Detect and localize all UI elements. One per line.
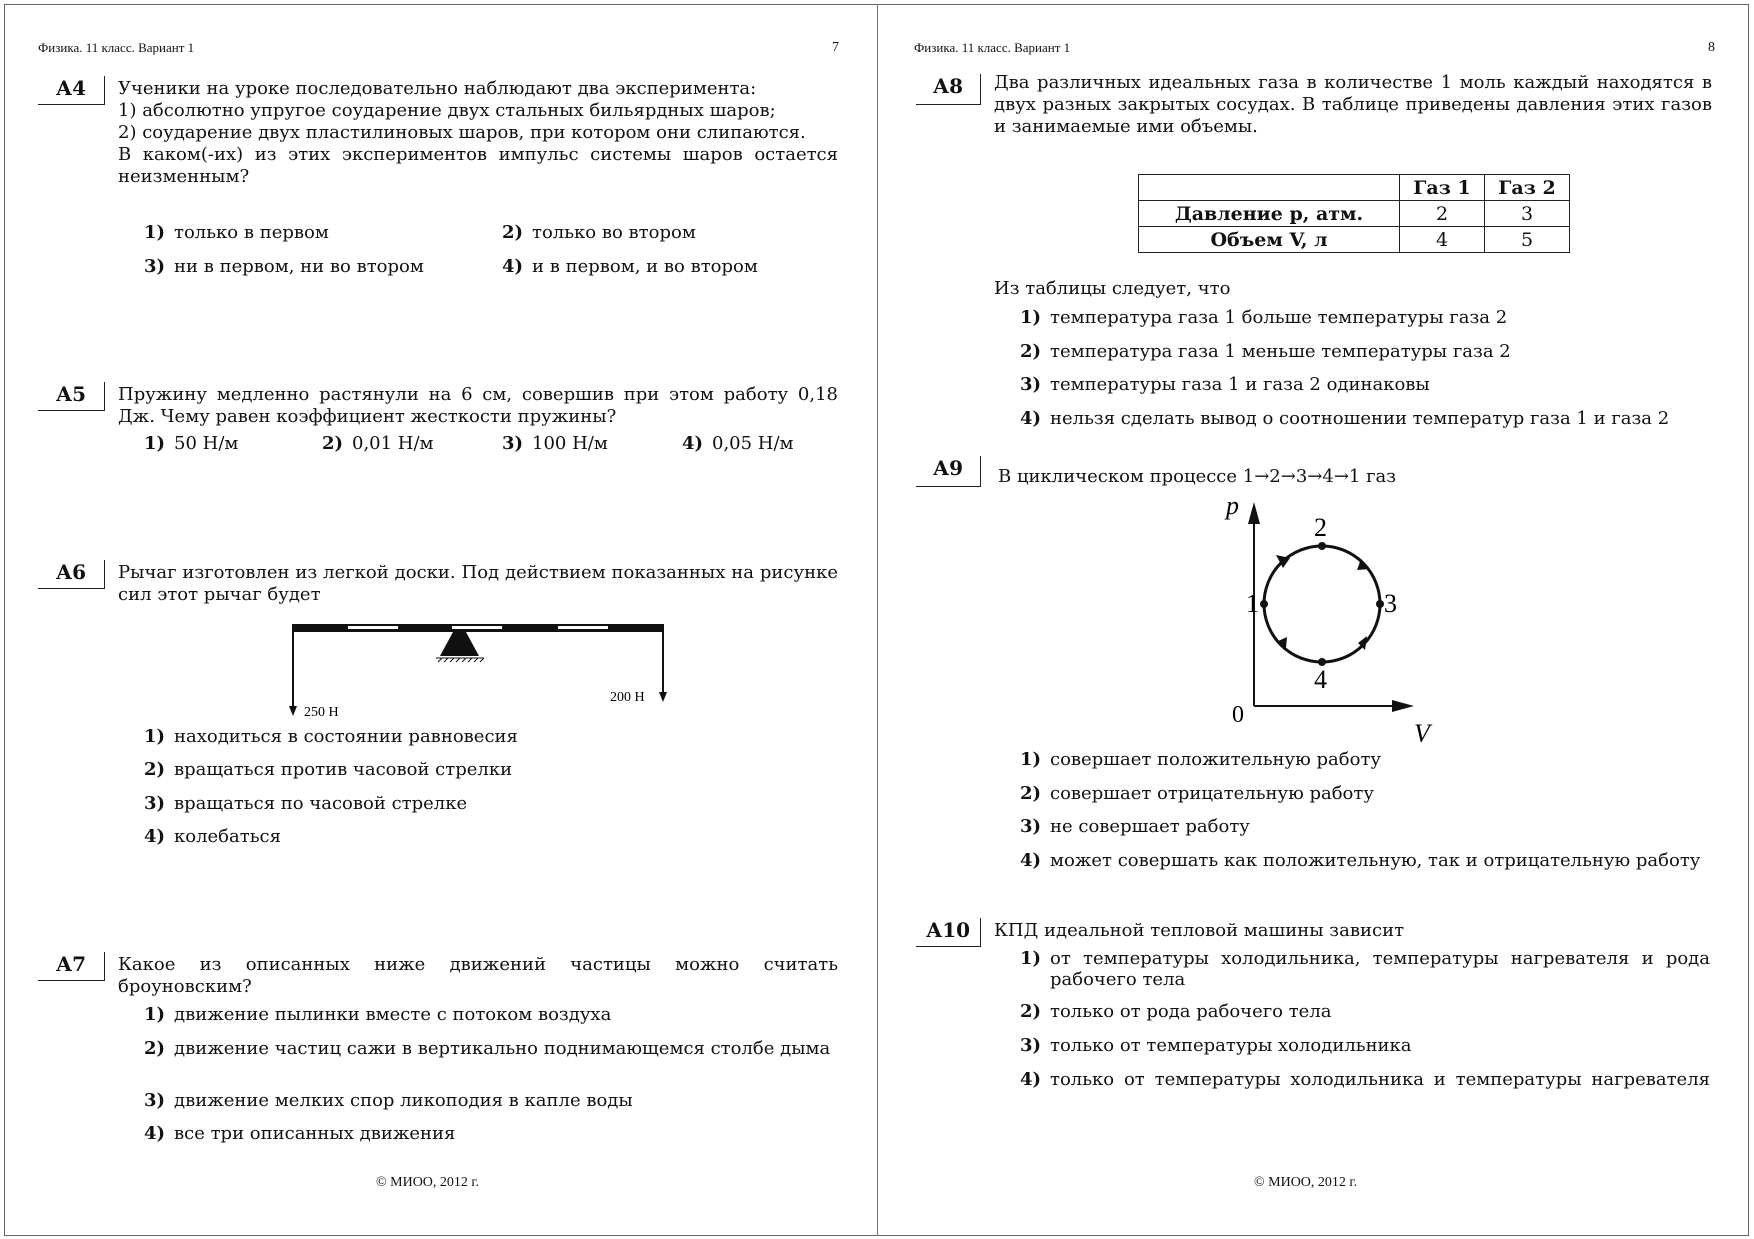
axis-label-v: V bbox=[1414, 719, 1430, 748]
question-label: А4 bbox=[38, 76, 105, 105]
page-number: 7 bbox=[832, 40, 839, 55]
arrow-up-icon bbox=[1248, 502, 1260, 524]
answer-option[interactable]: 4) все три описанных движения bbox=[144, 1123, 456, 1144]
question-line: 1) абсолютно упругое соударение двух стальных бильярдных шаров; bbox=[118, 100, 776, 121]
answer-option[interactable]: 4) только от температуры холодильника и температуры нагревателя bbox=[1020, 1069, 1710, 1090]
ground-hatch bbox=[436, 658, 484, 662]
answer-option[interactable]: 3) температуры газа 1 и газа 2 одинаковы bbox=[1020, 374, 1430, 395]
lever-gap bbox=[558, 626, 608, 629]
answer-option[interactable]: 4) колебаться bbox=[144, 826, 281, 847]
question-text: Рычаг изготовлен из легкой доски. Под действием показанных на рисунке сил этот рычаг будет bbox=[118, 562, 838, 605]
lever-gap bbox=[348, 626, 398, 629]
question-label: А9 bbox=[916, 456, 981, 487]
answer-option[interactable]: 1) движение пылинки вместе с потоком воздуха bbox=[144, 1004, 612, 1025]
force-left-label: 250 Н bbox=[304, 705, 339, 720]
question-text: КПД идеальной тепловой машины зависит bbox=[994, 920, 1405, 941]
answer-option[interactable]: 1) находиться в состоянии равновесия bbox=[144, 726, 518, 747]
question-label: А5 bbox=[38, 382, 105, 411]
axis-label-p: p bbox=[1226, 491, 1239, 520]
page-footer: © МИОО, 2012 г. bbox=[376, 1175, 480, 1190]
answer-option[interactable]: 3) только от температуры холодильника bbox=[1020, 1035, 1412, 1056]
table-header-cell: Газ 2 bbox=[1485, 175, 1570, 201]
answer-option[interactable]: 2) движение частиц сажи в вертикально поднимающемся столбе дыма bbox=[144, 1038, 831, 1059]
question-label: А8 bbox=[916, 74, 981, 105]
question-text: В циклическом процессе 1→2→3→4→1 газ bbox=[998, 466, 1397, 487]
answer-option[interactable]: 3) ни в первом, ни во втором bbox=[144, 256, 424, 277]
cycle-point-label: 2 bbox=[1314, 513, 1327, 542]
arrow-down-icon bbox=[289, 706, 297, 716]
answer-option[interactable]: 2) только во втором bbox=[502, 222, 696, 243]
table-row bbox=[1139, 227, 1570, 253]
question-line: 2) соударение двух пластилиновых шаров, при котором они слипаются. bbox=[118, 122, 806, 143]
origin-label: 0 bbox=[1232, 702, 1244, 728]
cycle-point-label: 3 bbox=[1384, 589, 1397, 618]
question-label: А7 bbox=[38, 952, 105, 981]
cycle-point-label: 4 bbox=[1314, 665, 1327, 694]
answer-option[interactable]: 4) 0,05 Н/м bbox=[682, 433, 794, 454]
table-row-label: Объем V, л bbox=[1139, 227, 1400, 253]
question-label: А6 bbox=[38, 560, 105, 589]
page-number: 8 bbox=[1708, 40, 1715, 55]
table-header-row bbox=[1139, 175, 1570, 201]
table-row-label: Давление p, атм. bbox=[1139, 201, 1400, 227]
answer-option[interactable]: 2) только от рода рабочего тела bbox=[1020, 1001, 1332, 1022]
answer-option[interactable]: 1) только в первом bbox=[144, 222, 329, 243]
answer-option[interactable]: 3) движение мелких спор ликоподия в капле воды bbox=[144, 1090, 633, 1111]
pv-cycle-diagram bbox=[1202, 488, 1442, 748]
answer-option[interactable]: 3) вращаться по часовой стрелке bbox=[144, 793, 468, 814]
table-cell bbox=[1139, 175, 1400, 201]
lever-gap bbox=[452, 626, 502, 629]
answer-option[interactable]: 3) не совершает работу bbox=[1020, 816, 1250, 837]
fulcrum-icon bbox=[440, 632, 479, 656]
cycle-point-label: 1 bbox=[1246, 589, 1259, 618]
table-cell: 5 bbox=[1485, 227, 1570, 253]
question-text bbox=[118, 78, 838, 188]
cycle-point bbox=[1260, 600, 1268, 608]
answer-option[interactable]: 4) и в первом, и во втором bbox=[502, 256, 758, 277]
question-lead: Из таблицы следует, что bbox=[994, 278, 1231, 299]
table-cell: 3 bbox=[1485, 201, 1570, 227]
page-header: Физика. 11 класс. Вариант 1 bbox=[914, 40, 1071, 55]
answer-option[interactable]: 4) может совершать как положительную, так и отрицательную работу bbox=[1020, 850, 1701, 871]
answer-option[interactable]: 2) 0,01 Н/м bbox=[322, 433, 434, 454]
answer-option[interactable]: 2) совершает отрицательную работу bbox=[1020, 783, 1374, 804]
table-header-cell: Газ 1 bbox=[1400, 175, 1485, 201]
cycle-point bbox=[1376, 600, 1384, 608]
answer-option[interactable]: 1) от температуры холодильника, температуры нагревателя и рода рабочего тела bbox=[1020, 948, 1710, 990]
page-header: Физика. 11 класс. Вариант 1 bbox=[38, 40, 195, 55]
table-row bbox=[1139, 201, 1570, 227]
gas-table bbox=[1138, 174, 1570, 253]
question-line: Ученики на уроке последовательно наблюдают два эксперимента: bbox=[118, 78, 757, 99]
question-label: А10 bbox=[916, 918, 981, 947]
question-text: Пружину медленно растянули на 6 см, совершив при этом работу 0,18 Дж. Чему равен коэффициент жесткости пружины? bbox=[118, 384, 838, 427]
question-line: В каком(-их) из этих экспериментов импульс системы шаров остается неизменным? bbox=[118, 144, 838, 187]
page-footer: © МИОО, 2012 г. bbox=[1254, 1175, 1358, 1190]
answer-option[interactable]: 1) температура газа 1 больше температуры газа 2 bbox=[1020, 307, 1508, 328]
answer-option[interactable]: 1) 50 Н/м bbox=[144, 433, 239, 454]
force-right-label: 200 Н bbox=[610, 690, 645, 705]
cycle-point bbox=[1318, 542, 1326, 550]
right-page bbox=[878, 0, 1754, 1239]
answer-option[interactable]: 4) нельзя сделать вывод о соотношении температур газа 1 и газа 2 bbox=[1020, 408, 1670, 429]
lever-diagram bbox=[280, 618, 680, 723]
table-cell: 2 bbox=[1400, 201, 1485, 227]
answer-option[interactable]: 2) температура газа 1 меньше температуры газа 2 bbox=[1020, 341, 1511, 362]
answer-option[interactable]: 1) совершает положительную работу bbox=[1020, 749, 1381, 770]
answer-option[interactable]: 3) 100 Н/м bbox=[502, 433, 608, 454]
question-text: Какое из описанных ниже движений частицы можно считать броуновским? bbox=[118, 954, 838, 997]
arrow-right-icon bbox=[1392, 700, 1414, 712]
table-cell: 4 bbox=[1400, 227, 1485, 253]
arrow-down-icon bbox=[659, 692, 667, 702]
question-text: Два различных идеальных газа в количестве 1 моль каждый находятся в двух разных закрытых сосудах. В таблице приведены давления этих газов и занимаемые ими объемы. bbox=[994, 72, 1712, 137]
answer-option[interactable]: 2) вращаться против часовой стрелки bbox=[144, 759, 513, 780]
